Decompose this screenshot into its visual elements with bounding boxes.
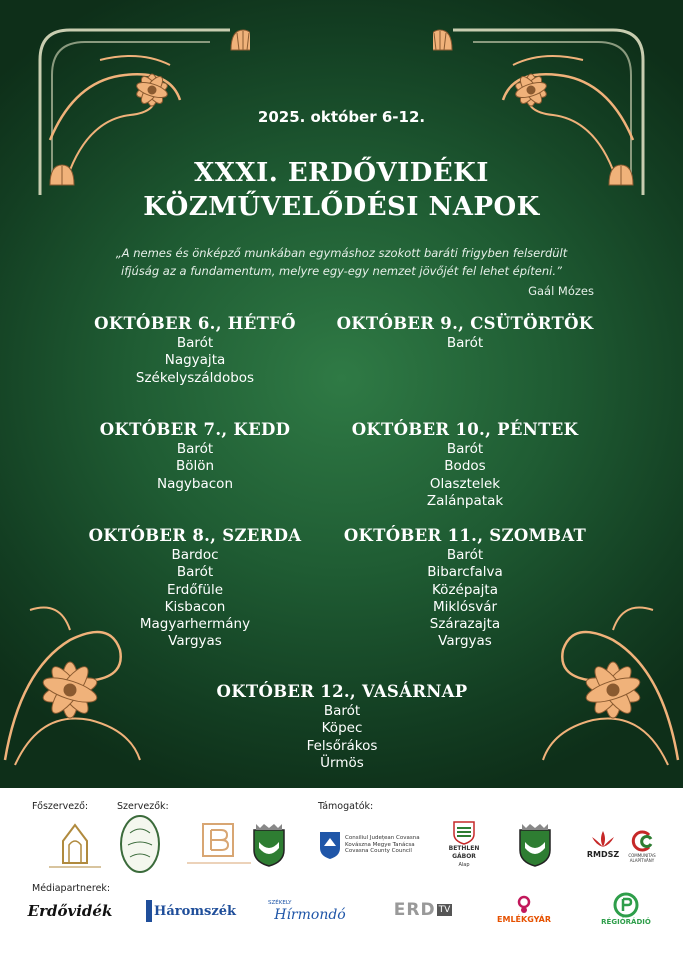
place: Zalánpatak — [426, 492, 504, 509]
erd-tv-logo: ERD TV — [393, 900, 451, 920]
place: Erdőfüle — [166, 581, 224, 598]
place: Barót — [323, 703, 361, 719]
covasna-council-logo: Consiliul Județean Covasna Kovászna Megye Tanácsa Covasna County Council — [318, 828, 424, 862]
regio-radio-icon — [613, 892, 639, 918]
place: Vargyas — [168, 633, 222, 650]
coat-of-arms-logo — [250, 820, 288, 868]
day-oct-7 — [70, 419, 320, 493]
quote — [70, 244, 613, 280]
place: Barót — [446, 335, 484, 351]
day-oct-6 — [70, 313, 320, 387]
label-organizers: Szervezők: — [117, 801, 169, 812]
place: Székelyszáldobos — [135, 369, 255, 386]
label-main-organizer: Főszervező: — [32, 801, 89, 812]
covasna-crest-icon — [318, 830, 342, 860]
place: Nagybacon — [156, 475, 233, 492]
place: Középajta — [432, 581, 498, 598]
quote-line-1: „A nemes és önképző munkában egymáshoz szokott baráti frigyben felserdült — [115, 246, 568, 260]
organizer-seal-logo — [118, 813, 162, 875]
erdovidek-logo: Erdővidék — [27, 902, 113, 920]
day-oct-12 — [192, 681, 492, 772]
bethlen-shield-icon — [453, 821, 475, 845]
place: Barót — [446, 441, 484, 457]
event-date: 2025. október 6-12. — [257, 108, 426, 126]
rmdsz-logo: RMDSZ — [584, 824, 622, 864]
main-organizer-logo — [45, 821, 105, 871]
day-heading: OKTÓBER 8., SZERDA — [88, 526, 302, 545]
day-oct-9 — [315, 313, 615, 352]
day-heading: OKTÓBER 6., HÉTFŐ — [94, 314, 296, 333]
place: Nagyajta — [164, 352, 226, 369]
event-title-line-2: KÖZMŰVELŐDÉSI NAPOK — [143, 192, 540, 222]
place: Kisbacon — [164, 598, 226, 615]
event-title-line-1: XXXI. ERDŐVIDÉKI — [194, 158, 489, 188]
place: Magyarhermány — [139, 616, 251, 633]
day-oct-11 — [315, 525, 615, 651]
place: Ürmös — [320, 754, 364, 771]
quote-author: Gaál Mózes — [528, 284, 594, 298]
place: Köpec — [321, 720, 363, 737]
place: Barót — [446, 547, 484, 563]
day-heading: OKTÓBER 11., SZOMBAT — [343, 526, 587, 545]
organizer-b-logo — [183, 822, 255, 870]
day-heading: OKTÓBER 12., VASÁRNAP — [216, 682, 468, 701]
label-media-partners: Médiapartnerek: — [32, 883, 111, 894]
place: Bardoc — [171, 547, 219, 563]
day-heading: OKTÓBER 7., KEDD — [99, 420, 291, 439]
place: Szárazajta — [429, 616, 501, 633]
day-oct-10 — [315, 419, 615, 510]
haromszek-logo: Háromszék — [146, 896, 236, 926]
place: Barót — [176, 335, 214, 351]
place: Felsőrákos — [306, 737, 378, 754]
communitas-logo: COMMUNITAS ALAPÍTVÁNY — [620, 826, 664, 866]
day-oct-8 — [70, 525, 320, 651]
place: Barót — [176, 441, 214, 457]
quote-line-2: ifjúság az a fundamentum, melyre egy-egy nemzet jövőjét fel lehet építeni.” — [121, 264, 562, 278]
place: Bölön — [175, 458, 215, 475]
day-heading: OKTÓBER 10., PÉNTEK — [351, 420, 579, 439]
place: Bibarcfalva — [427, 564, 503, 581]
regio-radio-logo: RÉGIÓRÁDIÓ — [592, 886, 660, 932]
place: Olasztelek — [429, 475, 501, 492]
emlekgyar-logo: EMLÉKGYÁR — [494, 888, 554, 930]
tulip-icon — [588, 829, 618, 851]
day-heading: OKTÓBER 9., CSÜTÖRTÖK — [336, 314, 594, 333]
coat-of-arms-logo-2 — [516, 820, 554, 868]
label-supporters: Támogatók: — [318, 801, 374, 812]
place: Bodos — [444, 458, 486, 475]
place: Vargyas — [438, 633, 492, 650]
sponsors-footer — [0, 788, 683, 960]
communitas-icon — [629, 829, 655, 853]
place: Miklósvár — [432, 598, 498, 615]
place: Barót — [176, 564, 214, 581]
emlekgyar-icon — [515, 895, 533, 915]
bethlen-gabor-logo: BETHLEN GÁBOR Alap — [438, 820, 490, 870]
szekely-hirmondo-logo: SZÉKELY Hírmondó — [268, 900, 346, 923]
